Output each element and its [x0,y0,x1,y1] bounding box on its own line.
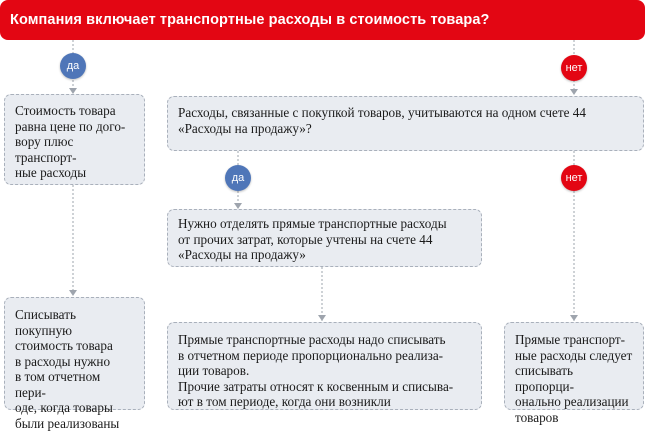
yes-badge-top: да [60,53,86,79]
question-header [0,0,645,40]
yes-badge-second: да [225,165,251,191]
box-line: Стоимость товара [15,103,134,119]
box-line: в том отчетном пери- [15,369,134,400]
no-badge-top: нет [561,55,587,81]
box-line: от прочих затрат, которые учтены на счете 44 [178,232,471,248]
box-line: Нужно отделять прямые транспортные расходы [178,216,471,232]
box-expenses-on-account-44-question [167,96,644,151]
box-line: были реализованы [15,416,134,431]
question-text: Компания включает транспортные расходы в стоимость товара? [10,12,489,28]
box-write-off-purchase-cost [4,297,145,410]
box-line: в отчетном периоде пропорционально реализа- [178,348,471,364]
box-separate-direct-transport-costs [167,209,482,267]
box-line: списывать пропорци- [515,363,633,394]
box-line: Прямые транспорт- [515,332,633,348]
box-line: Расходы, связанные с покупкой товаров, учитываются на одном счете 44 [178,105,633,121]
box-line: ции товаров. [178,363,471,379]
box-line: Списывать покупную [15,307,134,338]
box-cost-equals-price-plus-transport [4,94,145,185]
box-line: товаров [515,410,633,426]
box-line: вору плюс транспорт- [15,134,134,165]
box-line: стоимость товара [15,338,134,354]
box-line: ные расходы следует [515,348,633,364]
arrowhead-right-top [570,89,578,95]
box-line: Прямые транспортные расходы надо списывать [178,332,471,348]
box-line: Прочие затраты относят к косвенным и списыва- [178,379,471,395]
box-line: онально реализации [515,394,633,410]
box-direct-costs-proportional-write-off [167,322,482,410]
arrowhead-left-bottom [69,290,77,296]
arrowhead-middle-bottom [318,315,326,321]
box-line: «Расходы на продажу»? [178,121,633,137]
arrowhead-right-bottom [570,315,578,321]
box-line: равна цене по дого- [15,119,134,135]
box-line: ные расходы [15,165,134,181]
box-line: ют в том периоде, когда они возникли [178,394,471,410]
box-line: «Расходы на продажу» [178,247,471,263]
no-badge-second: нет [561,165,587,191]
box-line: оде, когда товары [15,400,134,416]
box-direct-transport-costs-proportional [504,322,644,410]
box-line: в расходы нужно [15,354,134,370]
